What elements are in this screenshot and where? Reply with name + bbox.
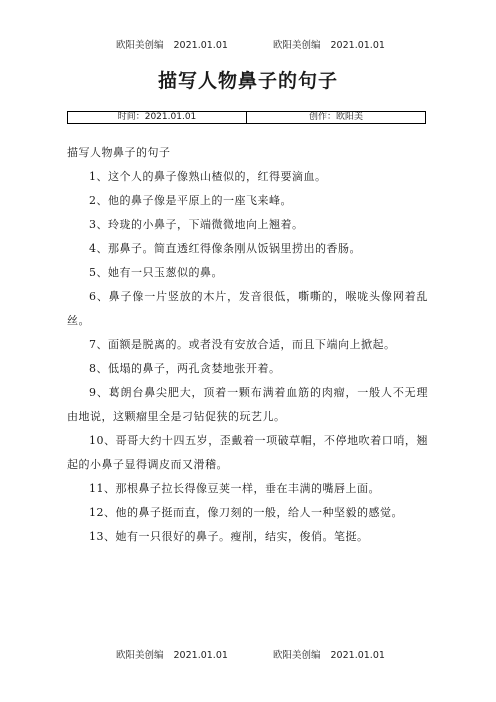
document-body xyxy=(67,141,428,549)
sentence-11: 11、那根鼻子拉长得像豆荚一样，垂在丰满的嘴唇上面。 xyxy=(89,482,380,495)
sentence-9: 9、葛朗台鼻尖肥大，顶着一颗布满着血筋的肉瘤，一般人不无理由地说，这颗瘤里全是刁钻促狭的玩艺儿。 xyxy=(67,386,428,423)
intro-line: 描写人物鼻子的句子 xyxy=(67,146,171,159)
meta-time: 时间：2021.01.01 xyxy=(117,112,197,122)
header-date-left: 2021.01.01 xyxy=(173,40,228,51)
sentence-6: 6、鼻子像一片竖放的木片，发音很低，嘶嘶的，喉咙头像网着乱丝。 xyxy=(67,290,428,327)
header-author-left: 欧阳美创编 xyxy=(116,40,164,51)
sentence-3: 3、玲珑的小鼻子，下端微微地向上翘着。 xyxy=(89,218,304,231)
sentence-7: 7、面额是脱离的。或者没有安放合适，而且下端向上掀起。 xyxy=(89,338,396,351)
footer-right xyxy=(273,647,385,661)
sentence-1: 1、这个人的鼻子像熟山楂似的，红得要滴血。 xyxy=(89,170,327,183)
sentence-12: 12、他的鼻子挺而直，像刀刻的一般，给人一种坚毅的感觉。 xyxy=(89,506,403,519)
document-title: 描写人物鼻子的句子 xyxy=(157,70,338,92)
sentence-4: 4、那鼻子。简直透红得像条刚从饭锅里捞出的香肠。 xyxy=(89,242,361,255)
header-date-right: 2021.01.01 xyxy=(330,40,385,51)
footer-date-right: 2021.01.01 xyxy=(330,650,385,661)
sentence-8: 8、低塌的鼻子，两孔贪婪地张开着。 xyxy=(89,362,281,375)
header-left xyxy=(116,37,228,51)
header-right xyxy=(273,37,385,51)
footer-author-left: 欧阳美创编 xyxy=(116,650,164,661)
sentence-13: 13、她有一只很好的鼻子。瘦削，结实，俊俏。笔挺。 xyxy=(89,530,369,543)
sentence-2: 2、他的鼻子像是平原上的一座飞来峰。 xyxy=(89,194,292,207)
header-author-right: 欧阳美创编 xyxy=(273,40,321,51)
footer-date-left: 2021.01.01 xyxy=(173,650,228,661)
sentence-10: 10、哥哥大约十四五岁，歪戴着一项破草帽，不停地吹着口哨，翘起的小鼻子显得调皮而又滑稽。 xyxy=(67,434,428,471)
footer-author-right: 欧阳美创编 xyxy=(273,650,321,661)
meta-table xyxy=(67,111,426,124)
meta-creator: 创作：欧阳美 xyxy=(246,112,425,123)
footer-left xyxy=(116,647,228,661)
sentence-5: 5、她有一只玉葱似的鼻。 xyxy=(89,266,223,279)
